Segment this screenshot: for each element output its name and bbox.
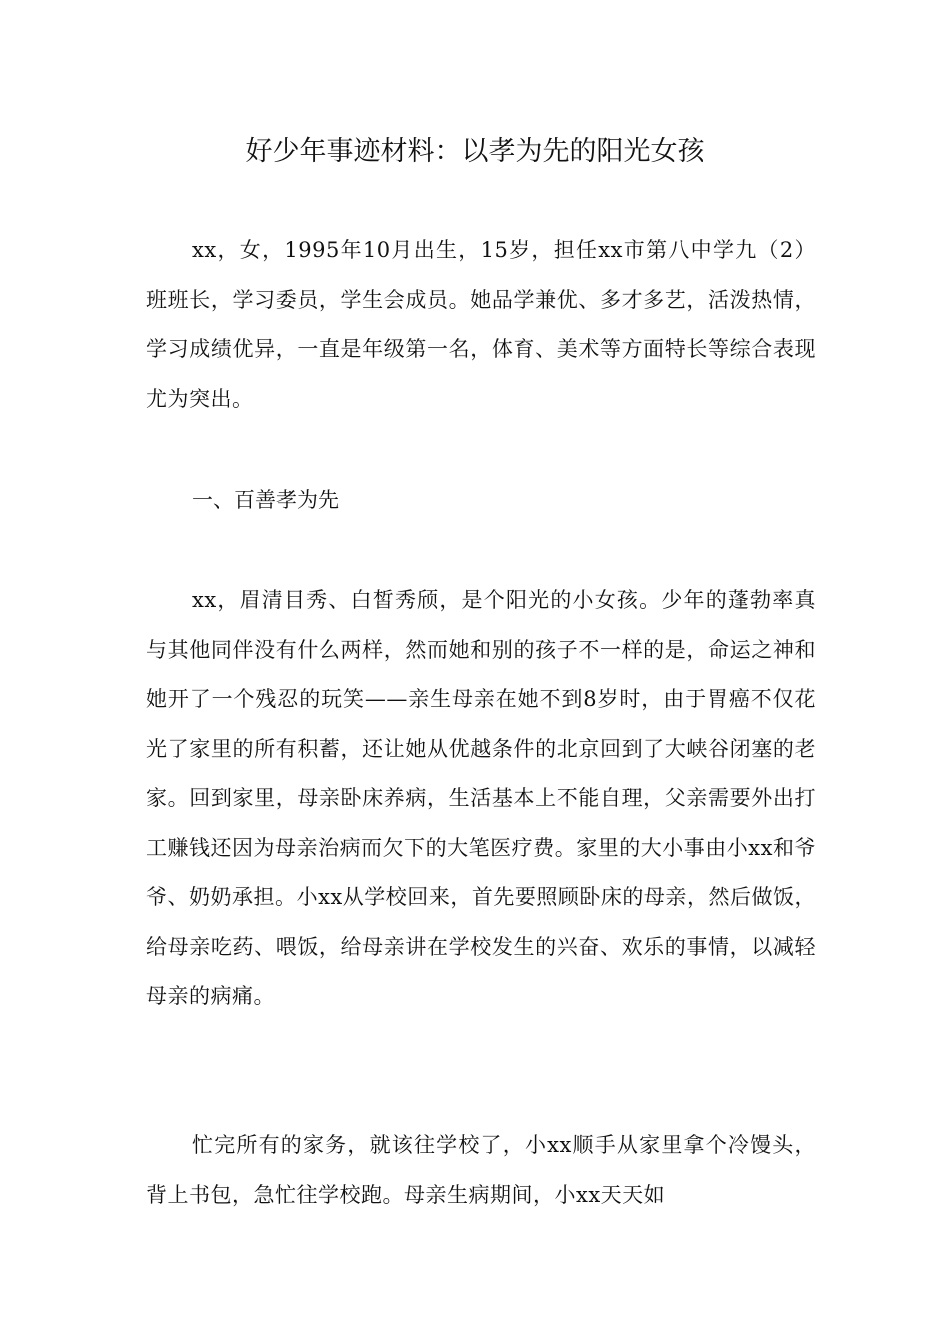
paragraph-story: xx，眉清目秀、白皙秀颀，是个阳光的小女孩。少年的蓬勃率真与其他同伴没有什么两样，然而她和别的孩子不一样的是，命运之神和她开了一个残忍的玩笑——亲生母亲在她不到8岁时，由于胃癌不仅花光了家里的所有积蓄，还让她从优越条件的北京回到了大峡谷闭塞的老家。回到家里，母亲卧床养病，生活基本上不能自理，父亲需要外出打工赚钱还因为母亲治病而欠下的大笔医疗费。家里的大小事由小xx和爷爷、奶奶承担。小xx从学校回来，首先要照顾卧床的母亲，然后做饭，给母亲吃药、喂饭，给母亲讲在学校发生的兴奋、欢乐的事情，以减轻母亲的病痛。 [146,588,816,1008]
paragraph-intro: xx，女，1995年10月出生，15岁，担任xx市第八中学九（2）班班长，学习委员，学生会成员。她品学兼优、多才多艺，活泼热情，学习成绩优异，一直是年级第一名，体育、美术等方面特长等综合表现尤为突出。 [146,238,816,411]
document-title: 好少年事迹材料：以孝为先的阳光女孩 [245,136,705,167]
paragraph-continued: 忙完所有的家务，就该往学校了，小xx顺手从家里拿个冷馒头，背上书包，急忙往学校跑。母亲生病期间，小xx天天如 [146,1133,816,1207]
section-heading: 一、百善孝为先 [192,488,339,512]
